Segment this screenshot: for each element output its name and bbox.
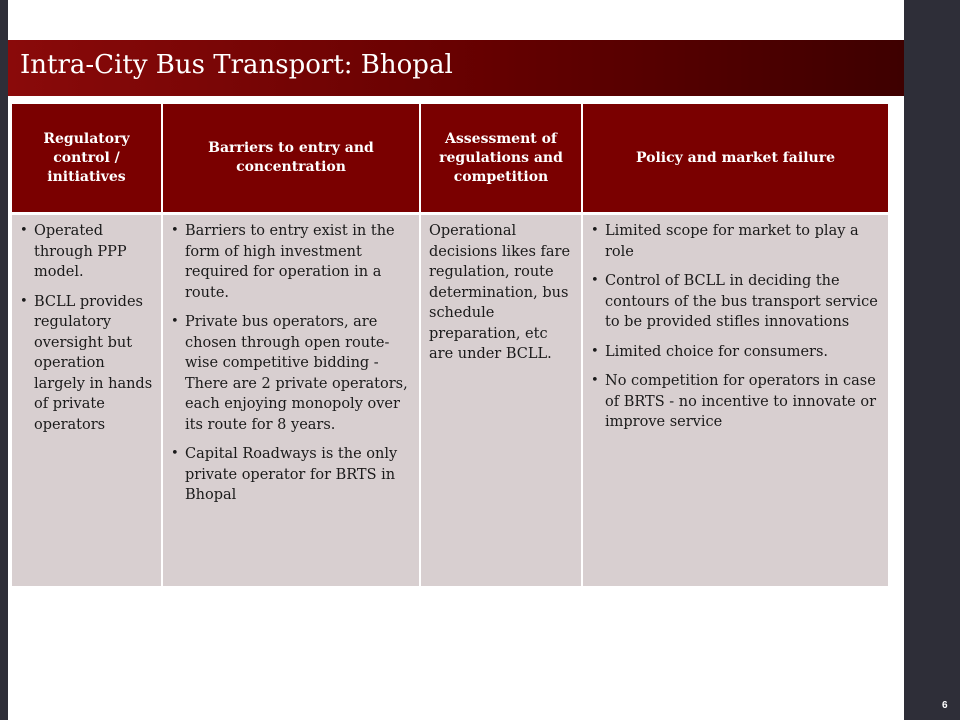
- bullet-list: [171, 221, 413, 506]
- list-item: • Limited scope for market to play a role: [591, 221, 882, 262]
- header-regulatory-control: Regulatory control / initiatives: [12, 104, 162, 214]
- bullet-list: [20, 221, 155, 435]
- list-item: • Barriers to entry exist in the form of high investment required for operation in a route.: [171, 221, 413, 303]
- cell-barriers-to-entry: [162, 214, 420, 587]
- bullet-list: [591, 221, 882, 433]
- right-side-bar: [904, 0, 960, 720]
- assessment-text: Operational decisions likes fare regulation, route determination, bus schedule preparation, etc are under BCLL.: [429, 223, 571, 362]
- cell-regulatory-control: [12, 214, 162, 587]
- header-policy-market-failure: Policy and market failure: [582, 104, 888, 214]
- list-item: • No competition for operators in case of BRTS - no incentive to innovate or improve service: [591, 371, 882, 433]
- header-assessment: Assessment of regulations and competition: [420, 104, 582, 214]
- list-item: • Limited choice for consumers.: [591, 342, 882, 363]
- slide-title: Intra-City Bus Transport: Bhopal: [20, 50, 453, 80]
- title-band: [8, 40, 904, 96]
- table-header-row: [12, 104, 888, 214]
- list-item: • Capital Roadways is the only private operator for BRTS in Bhopal: [171, 444, 413, 506]
- header-barriers-to-entry: Barriers to entry and concentration: [162, 104, 420, 214]
- left-edge-bar: [0, 0, 8, 720]
- list-item: • Control of BCLL in deciding the contours of the bus transport service to be provided stifles innovations: [591, 271, 882, 333]
- list-item: • BCLL provides regulatory oversight but operation largely in hands of private operators: [20, 292, 155, 436]
- cell-policy-market-failure: [582, 214, 888, 587]
- list-item: • Operated through PPP model.: [20, 221, 155, 283]
- page-number: 6: [942, 700, 948, 711]
- table-row: [12, 214, 888, 587]
- list-item: • Private bus operators, are chosen through open route-wise competitive bidding - There are 2 private operators, each enjoying monopoly over its route for 8 years.: [171, 312, 413, 435]
- regulation-table: [12, 104, 888, 586]
- cell-assessment: [420, 214, 582, 587]
